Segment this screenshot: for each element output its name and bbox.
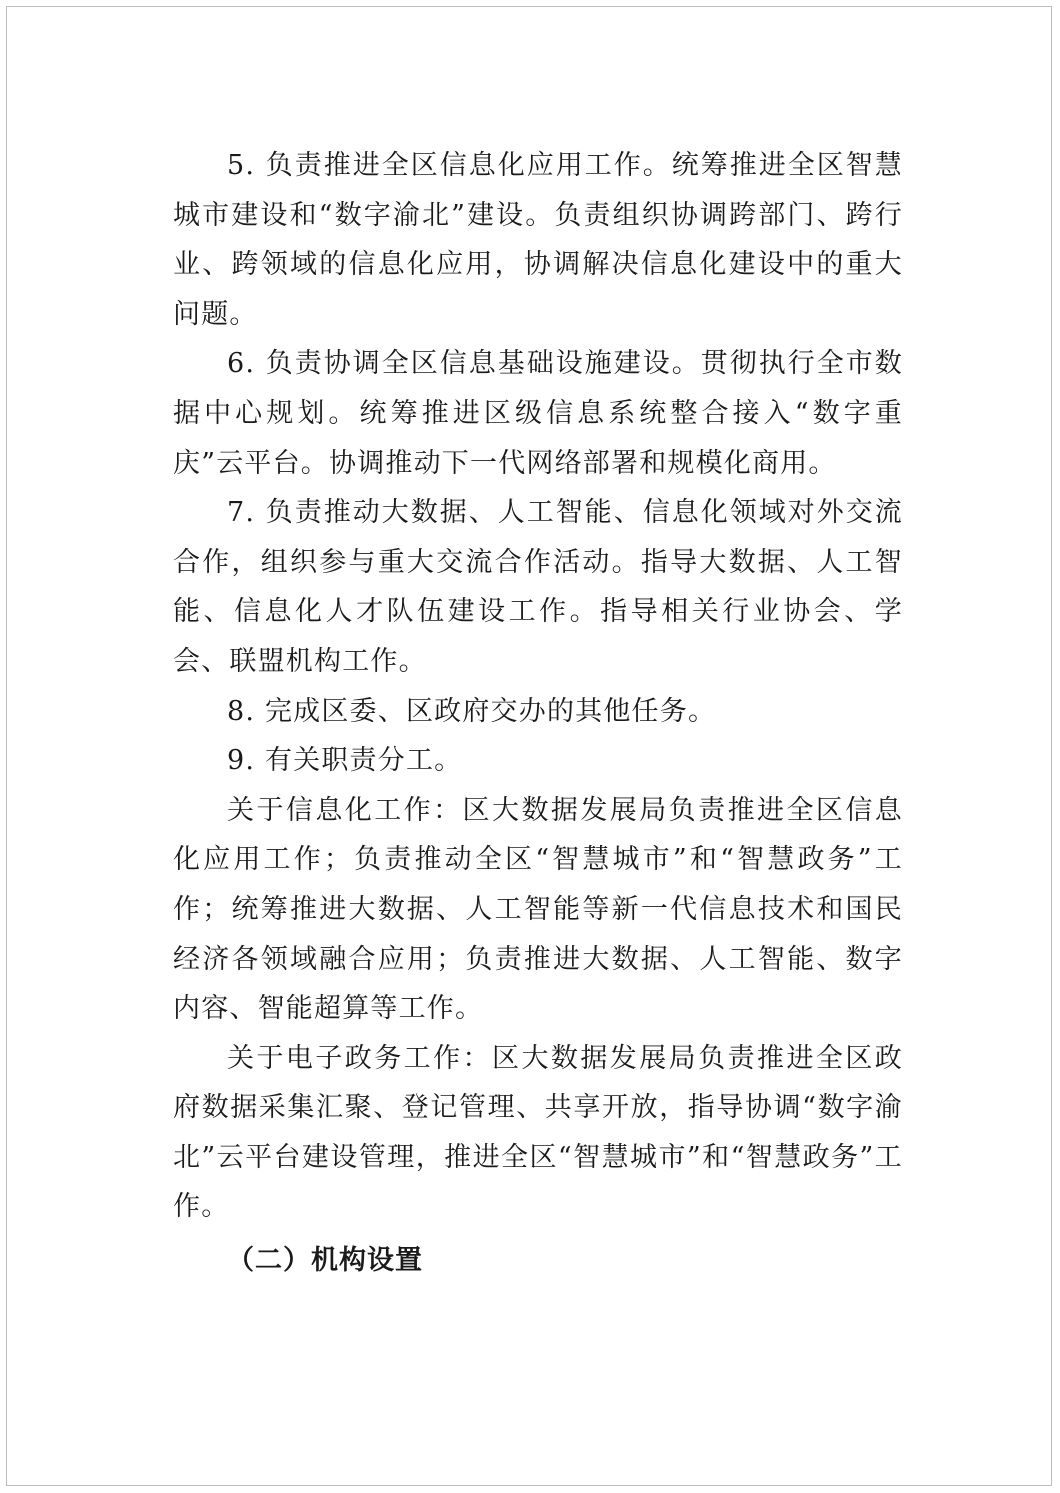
section-heading: （二）机构设置 bbox=[227, 1245, 423, 1277]
document-body bbox=[173, 141, 903, 1286]
paragraph-item-6: 6. 负责协调全区信息基础设施建设。贯彻执行全市数据中心规划。统筹推进区级信息系统整合接入“数字重庆”云平台。协调推动下一代网络部署和规模化商用。 bbox=[173, 348, 903, 479]
paragraph-informatization: 关于信息化工作：区大数据发展局负责推进全区信息化应用工作；负责推动全区“智慧城市”和“智慧政务”工作；统筹推进大数据、人工智能等新一代信息技术和国民经济各领域融合应用；负责推进大数据、人工智能、数字内容、智能超算等工作。 bbox=[173, 794, 903, 1025]
paragraph-item-9: 9. 有关职责分工。 bbox=[227, 745, 463, 777]
paragraph-item-5: 5. 负责推进全区信息化应用工作。统筹推进全区智慧城市建设和“数字渝北”建设。负责组织协调跨部门、跨行业、跨领域的信息化应用，协调解决信息化建设中的重大问题。 bbox=[173, 150, 903, 330]
paragraph-item-7: 7. 负责推动大数据、人工智能、信息化领域对外交流合作，组织参与重大交流合作活动。指导大数据、人工智能、信息化人才队伍建设工作。指导相关行业协会、学会、联盟机构工作。 bbox=[173, 497, 903, 677]
paragraph-e-government: 关于电子政务工作：区大数据发展局负责推进全区政府数据采集汇聚、登记管理、共享开放，指导协调“数字渝北”云平台建设管理，推进全区“智慧城市”和“智慧政务”工作。 bbox=[173, 1042, 903, 1223]
paragraph-item-8: 8. 完成区委、区政府交办的其他任务。 bbox=[227, 695, 717, 727]
document-page bbox=[6, 6, 1052, 1486]
